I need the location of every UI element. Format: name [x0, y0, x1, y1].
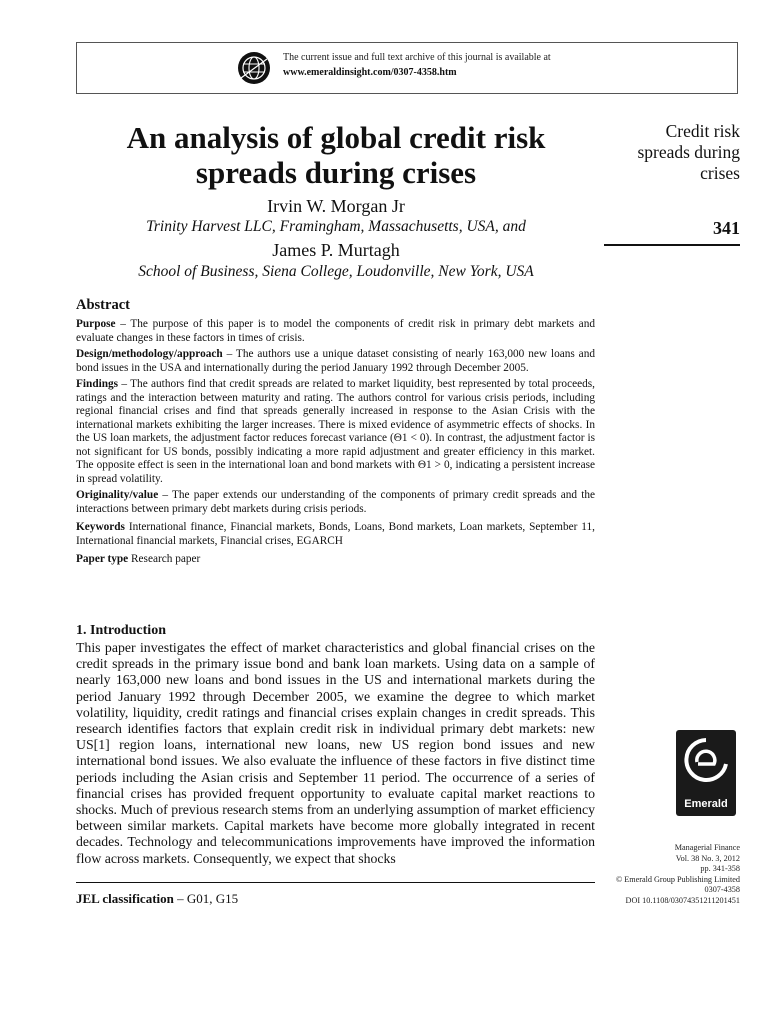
paper-type-label: Paper type: [76, 553, 129, 565]
design-text: – The authors use a unique dataset consisting of nearly 163,000 new loans and bond issues in the USA and internationally during the period January 1992 through December 2005.: [76, 348, 595, 374]
affiliation-1: Trinity Harvest LLC, Framingham, Massachusetts, USA, and: [146, 218, 526, 235]
journal-volume: Vol. 38 No. 3, 2012: [675, 853, 740, 863]
paper-type-text: Research paper: [128, 553, 201, 565]
article-title: [76, 120, 596, 190]
introduction-section: [76, 623, 595, 867]
jel-label: JEL classification: [76, 891, 174, 906]
keywords-text: International finance, Financial markets, Bonds, Loans, Bond markets, Loan markets, September 11, International financial markets, Financial crises, EGARCH: [76, 521, 595, 547]
journal-pages: pp. 341-358: [700, 864, 740, 873]
footer-divider: [76, 882, 595, 883]
originality-label: Originality/value: [76, 489, 159, 501]
emerald-wordmark: Emerald: [684, 798, 728, 810]
running-title-line-3: crises: [700, 163, 740, 183]
abstract-paper-type: [76, 553, 595, 567]
journal-name: Managerial Finance: [674, 843, 740, 852]
running-title-line-1: Credit risk: [665, 121, 740, 141]
journal-copyright: © Emerald Group Publishing Limited: [615, 874, 740, 884]
jel-codes: – G01, G15: [173, 891, 239, 906]
author-1: Irvin W. Morgan Jr: [267, 196, 405, 216]
page-number: 341: [713, 218, 740, 238]
introduction-heading: 1. Introduction: [76, 623, 166, 638]
jel-classification: [76, 891, 238, 907]
availability-text: The current issue and full text archive of this journal is available at: [283, 52, 551, 63]
journal-doi: DOI 10.1108/03074351211201451: [625, 895, 740, 905]
title-line-2: spreads during crises: [195, 155, 477, 190]
journal-availability-box: [76, 42, 738, 94]
purpose-text: – The purpose of this paper is to model the components of credit risk in primary debt markets and evaluate changes in these factors in times of crisis.: [76, 318, 595, 344]
findings-text: – The authors find that credit spreads are related to market liquidity, best represented by total proceeds, ratings and the interaction between maturity and rating. The authors control for various crisis periods, including regional financial crises and find that spreads generally increased in response to the Asian Crisis with the international markets exhibiting the larger increases. There is mixed evidence of asymmetric effects of shocks. In the US loan markets, the adjustment factor reduces forecast variance (Θ1 < 0). In contrast, the adjustment factor is not significant for US bonds, possibly indicating a more rapid adjustment and greater efficiency in this market. The opposite effect is seen in the international loan and bond markets with Θ1 > 0, indicating a persistent increase in spread volatility.: [76, 378, 595, 485]
author-2: James P. Murtagh: [272, 240, 400, 260]
running-title-line-2: spreads during: [637, 142, 740, 162]
running-title: [604, 121, 740, 184]
sidebar-divider: [604, 244, 740, 246]
affiliation-2: School of Business, Siena College, Loudonville, New York, USA: [138, 263, 534, 280]
findings-label: Findings: [76, 378, 119, 390]
title-line-1: An analysis of global credit risk: [126, 120, 546, 155]
abstract-heading: Abstract: [76, 297, 130, 313]
abstract-section: [76, 297, 595, 570]
originality-text: – The paper extends our understanding of the components of primary credit spreads and the interactions between primary debt markets during crisis periods.: [76, 489, 595, 515]
abstract-design: [76, 348, 595, 375]
abstract-keywords: [76, 521, 595, 548]
introduction-body: This paper investigates the effect of market characteristics and global financial crises on the credit spreads in the primary issue bond and bank loan markets. Using data on a sample of nearly 163,000 new loans and bond issues in the US and international markets during the period January 1992 through December 2005, we examine the degree to which market volatility, liquidity, credit ratings and financial crises explain changes in credit spreads. This research identifies factors that explain credit risk in individual primary debt markets: new US[1] region loans, international new loans, new US region bond issues and new international bond issues. We also evaluate the influence of these factors in five distinct time periods including the Asian crisis and September 11 period. The occurrence of a series of financial crises has provided frequent opportunity to evaluate capital market reactions to shocks. Much of previous research stems from an underlying assumption of market efficiency between similar markets. Capital markets have become more globally integrated in recent decades. Technology and telecommunications improvements have improved the information flow across markets. Consequently, we expect that shocks: [76, 640, 595, 866]
keywords-label: Keywords: [76, 521, 125, 533]
abstract-originality: [76, 489, 595, 516]
journal-url-link[interactable]: www.emeraldinsight.com/0307-4358.htm: [283, 67, 457, 78]
purpose-label: Purpose: [76, 318, 116, 330]
journal-info: [590, 843, 740, 906]
globe-icon: [237, 51, 271, 85]
abstract-purpose: [76, 318, 595, 345]
emerald-logo: [676, 730, 736, 816]
journal-issn: 0307-4358: [704, 885, 740, 894]
design-label: Design/methodology/approach: [76, 348, 223, 360]
abstract-findings: [76, 378, 595, 486]
